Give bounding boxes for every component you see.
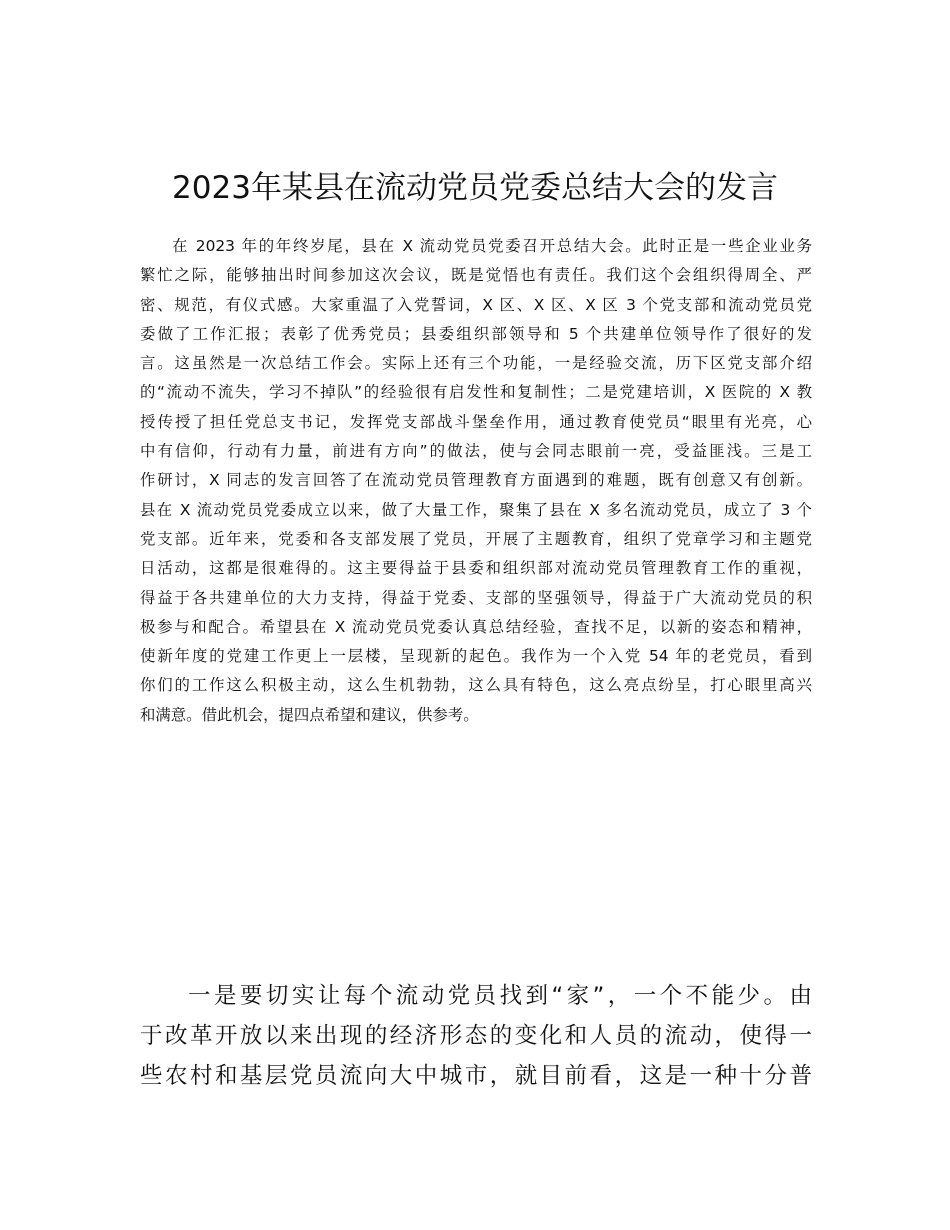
section-line: 些农村和基层党员流向大中城市，就目前看，这是一种十分普	[140, 1063, 812, 1089]
paragraph-line: 极参与和配合。希望县在 X 流动党员党委认真总结经验，查找不足，以新的姿态和精神，	[140, 617, 812, 636]
paragraph-line: 你们的工作这么积极主动，这么生机勃勃，这么具有特色，这么亮点纷呈，打心眼里高兴	[140, 676, 812, 695]
paragraph-line: 作研讨，X 同志的发言回答了在流动党员管理教育方面遇到的难题，既有创意又有创新。	[140, 471, 812, 490]
paragraph-line: 使新年度的党建工作更上一层楼，呈现新的起色。我作为一个入党 54 年的老党员，看到	[140, 647, 812, 666]
paragraph-line: 密、规范，有仪式感。大家重温了入党誓词，X 区、X 区、X 区 3 个党支部和流动党员党	[140, 295, 812, 314]
paragraph-line: 言。这虽然是一次总结工作会。实际上还有三个功能，一是经验交流，历下区党支部介绍	[140, 354, 812, 373]
paragraph-line: 的“流动不流失，学习不掉队”的经验很有启发性和复制性；二是党建培训，X 医院的 X 教	[140, 383, 812, 402]
paragraph-line: 日活动，这都是很难得的。这主要得益于县委和组织部对流动党员管理教育工作的重视，	[140, 559, 812, 578]
body-paragraph	[140, 232, 812, 730]
section-line: 于改革开放以来出现的经济形态的变化和人员的流动，使得一	[140, 1023, 812, 1049]
paragraph-line: 在 2023 年的年终岁尾，县在 X 流动党员党委召开总结大会。此时正是一些企业业务	[172, 237, 812, 255]
paragraph-line: 繁忙之际，能够抽出时间参加这次会议，既是觉悟也有责任。我们这个会组织得周全、严	[140, 266, 812, 285]
paragraph-line: 和满意。借此机会，提四点希望和建议，供参考。	[140, 705, 479, 724]
document-title: 2023年某县在流动党员党委总结大会的发言	[172, 170, 778, 206]
paragraph-line: 委做了工作汇报；表彰了优秀党员；县委组织部领导和 5 个共建单位领导作了很好的发	[140, 324, 812, 343]
paragraph-line: 党支部。近年来，党委和各支部发展了党员，开展了主题教育，组织了党章学习和主题党	[140, 529, 812, 548]
section-line: 一是要切实让每个流动党员找到“家”，一个不能少。由	[188, 983, 812, 1009]
paragraph-line: 中有信仰，行动有力量，前进有方向”的做法，使与会同志眼前一亮，受益匪浅。三是工	[140, 442, 812, 461]
paragraph-line: 得益于各共建单位的大力支持，得益于党委、支部的坚强领导，得益于广大流动党员的积	[140, 588, 812, 607]
paragraph-line: 县在 X 流动党员党委成立以来，做了大量工作，聚集了县在 X 多名流动党员，成立了 3 个	[140, 500, 812, 519]
paragraph-line: 授传授了担任党总支书记，发挥党支部战斗堡垒作用，通过教育使党员“眼里有光亮，心	[140, 412, 812, 431]
section-paragraph	[140, 976, 812, 1096]
